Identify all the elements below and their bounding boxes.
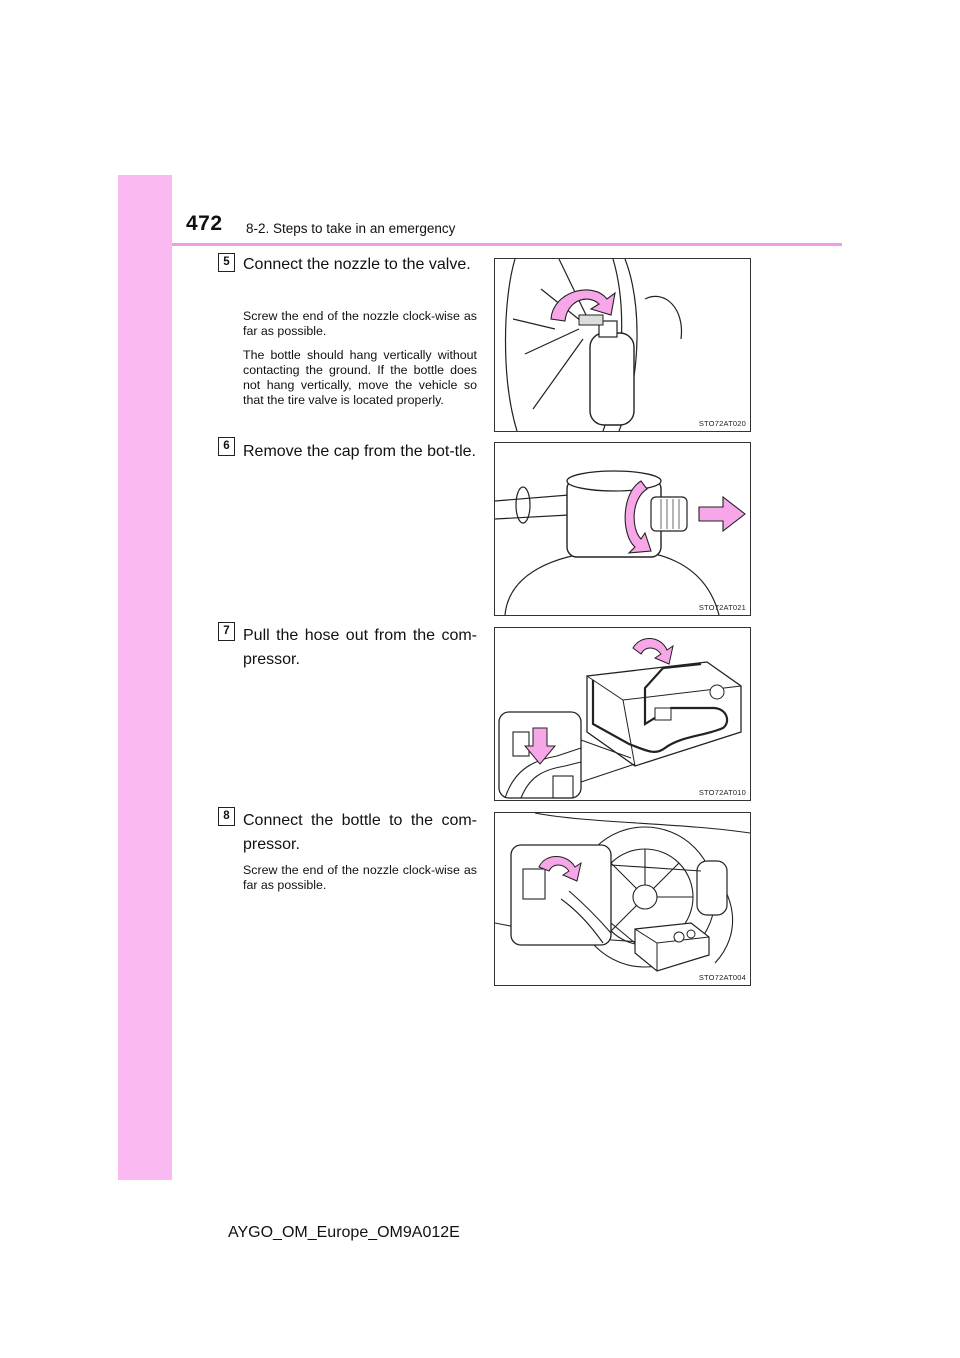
step-8-note-1: Screw the end of the nozzle clock-wise as far as possible. xyxy=(243,863,477,892)
nozzle-valve-illustration xyxy=(495,259,750,431)
figure-code: STO72AT021 xyxy=(698,603,746,612)
side-color-band xyxy=(118,175,172,1180)
page-number: 472 xyxy=(186,212,223,235)
header-rule xyxy=(172,243,842,246)
document-id: AYGO_OM_Europe_OM9A012E xyxy=(228,1224,460,1241)
bottle-compressor-illustration xyxy=(495,813,750,985)
figure-connect-nozzle xyxy=(494,258,751,432)
figure-code: STO72AT004 xyxy=(698,973,746,982)
step-5-note-1: Screw the end of the nozzle clock-wise as far as possible. xyxy=(243,309,477,338)
figure-code: STO72AT010 xyxy=(698,788,746,797)
step-number-8: 8 xyxy=(218,807,235,826)
step-5-note-2: The bottle should hang vertically without contacting the ground. If the bottle does not hang vertically, move the vehicle so that the tire valve is located properly. xyxy=(243,348,477,407)
step-8-title: Connect the bottle to the com-pressor. xyxy=(243,812,477,853)
figure-code: STO72AT020 xyxy=(698,419,746,428)
compressor-hose-illustration xyxy=(495,628,750,800)
step-number-7: 7 xyxy=(218,622,235,641)
step-6-title: Remove the cap from the bot-tle. xyxy=(243,443,476,460)
step-7-title: Pull the hose out from the com-pressor. xyxy=(243,627,477,668)
step-number-5: 5 xyxy=(218,253,235,272)
figure-pull-hose xyxy=(494,627,751,801)
figure-remove-cap xyxy=(494,442,751,616)
figure-connect-bottle xyxy=(494,812,751,986)
bottle-cap-illustration xyxy=(495,443,750,615)
step-number-6: 6 xyxy=(218,437,235,456)
step-5-title: Connect the nozzle to the valve. xyxy=(243,256,471,273)
section-title: 8-2. Steps to take in an emergency xyxy=(246,221,456,236)
